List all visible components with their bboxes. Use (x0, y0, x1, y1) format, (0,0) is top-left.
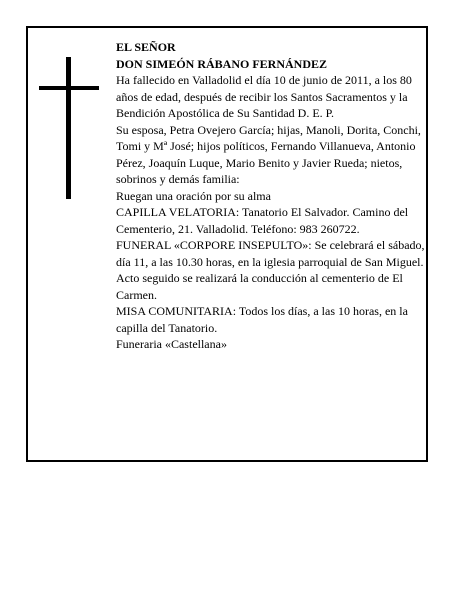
latin-cross-icon (39, 57, 99, 199)
death-announcement: Ha fallecido en Valladolid el día 10 de junio de 2011, a los 80 años de edad, después de recibir los Santos Sacramentos y la Bendición Apostólica de Su Santidad D. E. P. (116, 73, 412, 120)
family-list: Su esposa, Petra Ovejero García; hijas, Manoli, Dorita, Conchi, Tomi y Mª José; hijos políticos, Fernando Villanueva, Antonio Pérez, Joaquín Luque, Mario Benito y Javier Rueda; nietos, sobrinos y demás familia: (116, 122, 421, 186)
funeral-info: FUNERAL «CORPORE INSEPULTO»: Se celebrará el sábado, día 11, a las 10.30 horas, en la iglesia parroquial de San Miguel. Acto seguido se realizará la conducción al cementerio de El Carmen. (116, 238, 425, 302)
funeral-home: Funeraria «Castellana» (116, 337, 227, 351)
cross-vertical-bar (66, 57, 71, 199)
wake-chapel-info: CAPILLA VELATORIA: Tanatorio El Salvador. Camino del Cementerio, 21. Valladolid. Teléfono: 983 260722. (116, 205, 409, 236)
deceased-name: DON SIMEÓN RÁBANO FERNÁNDEZ (116, 56, 328, 71)
community-mass-info: MISA COMUNITARIA: Todos los días, a las 10 horas, en la capilla del Tanatorio. (116, 304, 408, 335)
obituary-notice (26, 26, 428, 462)
notice-text (116, 39, 428, 353)
heading-title: EL SEÑOR (116, 40, 176, 54)
prayer-request: Ruegan una oración por su alma (116, 188, 271, 203)
cross-horizontal-bar (39, 86, 99, 90)
